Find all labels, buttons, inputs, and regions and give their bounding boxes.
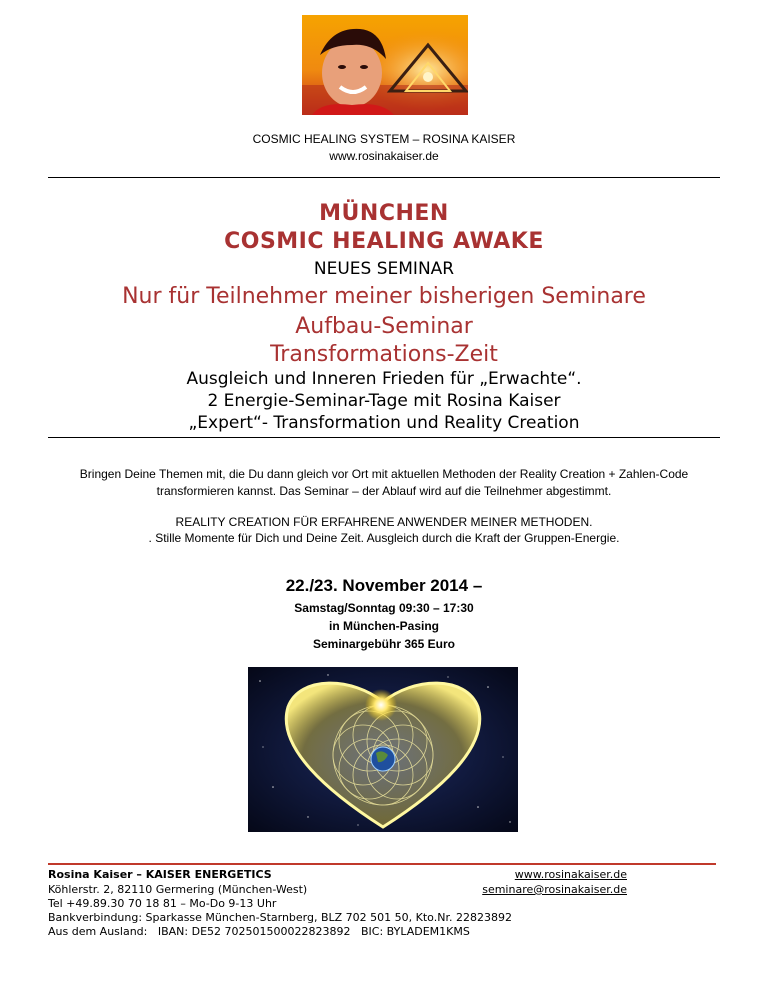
divider-middle (48, 437, 720, 438)
footer-website-link[interactable] (515, 868, 627, 882)
footer-bank: Bankverbindung: Sparkasse München-Starnberg, BLZ 702 501 50, Kto.Nr. 22823892 (48, 911, 512, 924)
event-time: Samstag/Sonntag 09:30 – 17:30 (294, 601, 474, 615)
divider-top (48, 177, 720, 178)
event-fee: Seminargebühr 365 Euro (312, 637, 456, 651)
description-para2-line2: . Stille Momente für Dich und Deine Zeit. Ausgleich durch die Kraft der Gruppen-Energie. (148, 531, 620, 545)
description-para1-line1: Bringen Deine Themen mit, die Du dann gleich vor Ort mit aktuellen Methoden der Reality Creation + Zahlen-Code (79, 467, 689, 481)
footer-website[interactable]: www.rosinakaiser.de (514, 868, 627, 881)
title-sub: NEUES SEMINAR (313, 259, 455, 279)
footer-email-link[interactable] (482, 883, 627, 897)
event-date: 22./23. November 2014 – (285, 576, 483, 595)
footer-intl: Aus dem Ausland: IBAN: DE52 702501500022823892 BIC: BYLADEM1KMS (48, 925, 470, 938)
footer-address: Köhlerstr. 2, 82110 Germering (München-West) (48, 883, 308, 896)
header-org-line: COSMIC HEALING SYSTEM – ROSINA KAISER (252, 132, 516, 146)
event-location: in München-Pasing (328, 619, 439, 633)
header-url[interactable]: www.rosinakaiser.de (329, 149, 439, 163)
title-city: MÜNCHEN (319, 201, 449, 226)
tagline-1: Ausgleich und Inneren Frieden für „Erwachte“. (186, 369, 582, 389)
headline-2: Aufbau-Seminar (295, 314, 473, 339)
logo-image (302, 15, 468, 115)
headline-3: Transformations-Zeit (270, 342, 498, 367)
footer-phone: Tel +49.89.30 70 18 81 – Mo-Do 9-13 Uhr (48, 897, 277, 910)
tagline-2: 2 Energie-Seminar-Tage mit Rosina Kaiser (207, 391, 561, 411)
tagline-3: „Expert“- Transformation und Reality Creation (188, 413, 580, 433)
footer-email[interactable]: seminare@rosinakaiser.de (482, 883, 627, 896)
divider-bottom (48, 863, 716, 865)
description-para1-line2: transformieren kannst. Das Seminar – der Ablauf wird auf die Teilnehmer abgestimmt. (156, 484, 612, 498)
title-main: COSMIC HEALING AWAKE (224, 229, 544, 254)
footer-company: Rosina Kaiser – KAISER ENERGETICS (48, 868, 272, 881)
description-para2-line1: REALITY CREATION FÜR ERFAHRENE ANWENDER MEINER METHODEN. (175, 515, 593, 529)
headline-1: Nur für Teilnehmer meiner bisherigen Seminare (122, 284, 646, 309)
cosmic-heart-image (248, 667, 518, 832)
